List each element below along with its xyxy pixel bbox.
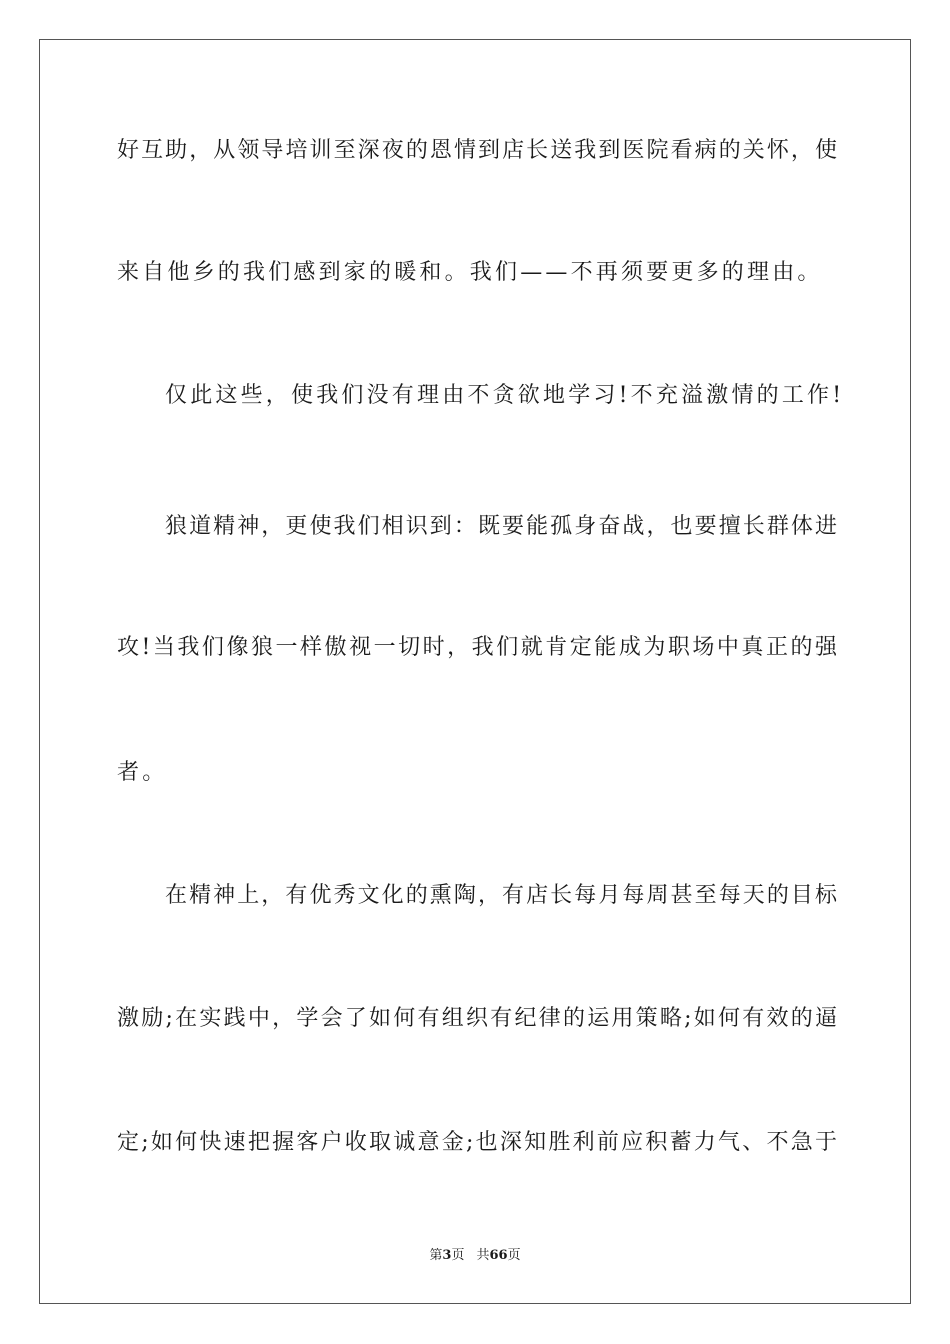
body-line-7: 在精神上，有优秀文化的熏陶，有店长每月每周甚至每天的目标 xyxy=(165,883,837,908)
body-line-3: 仅此这些，使我们没有理由不贪欲地学习!不充溢激情的工作! xyxy=(165,383,845,408)
total-pages: 66 xyxy=(489,1248,508,1263)
page-border xyxy=(39,39,911,1304)
body-line-2: 来自他乡的我们感到家的暖和。我们——不再须要更多的理由。 xyxy=(117,260,823,285)
total-suffix: 页 xyxy=(507,1248,521,1263)
page-footer xyxy=(0,1247,950,1265)
page-prefix: 第 xyxy=(429,1248,443,1263)
page-suffix: 页 xyxy=(451,1248,465,1263)
body-line-1: 好互助，从领导培训至深夜的恩情到店长送我到医院看病的关怀，使 xyxy=(117,138,837,163)
total-prefix: 共 xyxy=(476,1248,490,1263)
page-number: 3 xyxy=(442,1248,452,1263)
body-line-6: 者。 xyxy=(117,760,168,785)
body-line-4: 狼道精神，更使我们相识到：既要能孤身奋战，也要擅长群体进 xyxy=(165,514,837,539)
body-line-9: 定;如何快速把握客户收取诚意金;也深知胜利前应积蓄力气、不急于 xyxy=(117,1130,837,1155)
body-line-5: 攻!当我们像狼一样傲视一切时，我们就肯定能成为职场中真正的强 xyxy=(117,635,837,660)
body-line-8: 激励;在实践中，学会了如何有组织有纪律的运用策略;如何有效的逼 xyxy=(117,1006,837,1031)
